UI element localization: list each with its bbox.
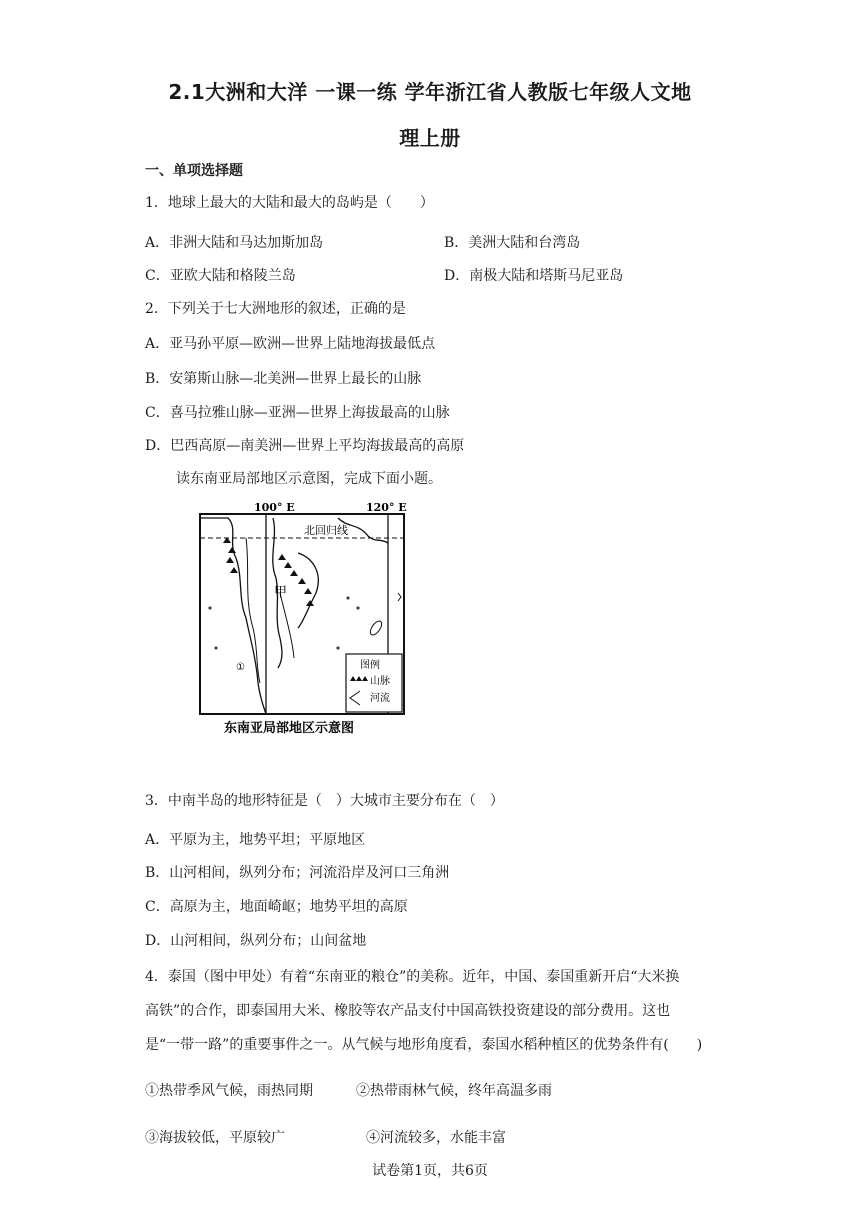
page-title: 2.1大洲和大洋 一课一练 学年浙江省人教版七年级人文地	[168, 80, 692, 104]
q4-statement-3: ③海拔较低，平原较广	[145, 1130, 285, 1146]
label-jia: 甲	[274, 585, 288, 600]
page-title-cont: 理上册	[399, 126, 461, 150]
q4-statement-1: ①热带季风气候，雨热同期	[145, 1083, 313, 1099]
q3-stem: 3．中南半岛的地形特征是（ ）大城市主要分布在（ ）	[145, 793, 504, 809]
legend-mountain-icon	[350, 676, 368, 681]
q3-option-d: D．山河相间，纵列分布；山间盆地	[145, 933, 367, 949]
section-heading: 一、单项选择题	[145, 163, 243, 179]
q2-option-a: A．亚马孙平原—欧洲—世界上陆地海拔最低点	[145, 336, 436, 352]
legend-river-label: 河流	[370, 693, 390, 704]
q1-option-a: A．非洲大陆和马达加斯加岛	[145, 235, 324, 251]
legend-title: 图例	[360, 660, 380, 671]
legend-mountain-label: 山脉	[370, 676, 390, 687]
map-caption: 东南亚局部地区示意图	[224, 721, 355, 736]
q1-option-c: C．亚欧大陆和格陵兰岛	[145, 268, 296, 284]
q3-option-a: A．平原为主，地势平坦；平原地区	[145, 832, 366, 848]
q1-option-b: B．美洲大陆和台湾岛	[444, 235, 581, 251]
longitude-120e-label: 120° E	[366, 501, 407, 514]
q3-option-b: B．山河相间，纵列分布；河流沿岸及河口三角洲	[145, 865, 450, 881]
q2-option-d: D．巴西高原—南美洲—世界上平均海拔最高的高原	[145, 438, 465, 454]
q1-stem: 1．地球上最大的大陆和最大的岛屿是（ ）	[145, 195, 434, 211]
longitude-100e-label: 100° E	[254, 501, 295, 514]
q2-option-b: B．安第斯山脉—北美洲—世界上最长的山脉	[145, 371, 422, 387]
label-one: ①	[236, 662, 245, 673]
tropic-label: 北回归线	[304, 524, 348, 537]
q2-stem: 2．下列关于七大洲地形的叙述，正确的是	[145, 301, 406, 317]
q4-statement-2: ②热带雨林气候，终年高温多雨	[356, 1083, 552, 1099]
q4-line-3: 是“一带一路”的重要事件之一。从气候与地形角度看，泰国水稻种植区的优势条件有( )	[145, 1037, 703, 1053]
q2-option-c: C．喜马拉雅山脉—亚洲—世界上海拔最高的山脉	[145, 405, 450, 421]
map-intro: 读东南亚局部地区示意图，完成下面小题。	[176, 471, 442, 487]
page-footer: 试卷第1页，共6页	[372, 1163, 488, 1179]
q3-option-c: C．高原为主，地面崎岖；地势平坦的高原	[145, 899, 408, 915]
q4-line-2: 高铁”的合作，即泰国用大米、橡胶等农产品支付中国高铁投资建设的部分费用。这也	[145, 1003, 671, 1019]
q1-option-d: D．南极大陆和塔斯马尼亚岛	[444, 268, 624, 284]
q4-statement-4: ④河流较多，水能丰富	[366, 1130, 506, 1146]
southeast-asia-map	[198, 498, 408, 738]
q4-line-1: 4．泰国（图中甲处）有着“东南亚的粮仓”的美称。近年，中国、泰国重新开启“大米换	[145, 969, 680, 985]
